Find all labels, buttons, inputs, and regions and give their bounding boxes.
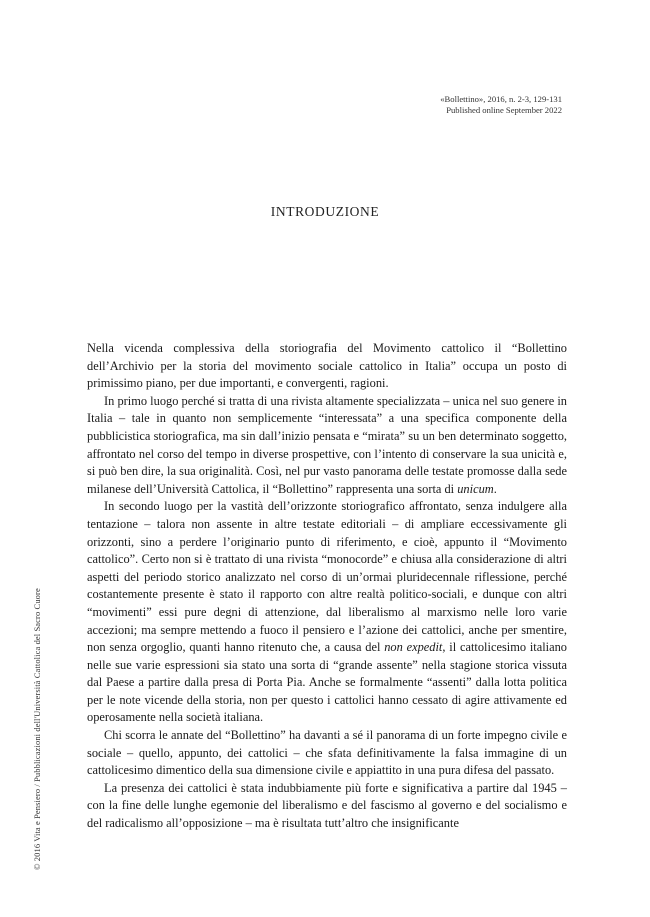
paragraph-1	[87, 340, 567, 393]
journal-header	[440, 94, 562, 116]
paragraph-4-text: Chi scorra le annate del “Bollettino” ha davanti a sé il panorama di un forte impegno civile e sociale – quello, appunto, dei cattolici – che sfata definitivamente la falsa immagine di un cattolicesimo dimentico della sua dimensione civile e appiattito in una pura difesa del passato.	[87, 728, 567, 778]
paragraph-5	[87, 780, 567, 833]
italic-non-expedit: non expedit	[384, 640, 443, 655]
italic-unicum: unicum	[457, 481, 494, 496]
copyright-note: © 2016 Vita e Pensiero / Pubblicazioni dell'Università Cattolica del Sacro Cuore	[32, 588, 42, 870]
paragraph-2-text: In primo luogo perché si tratta di una rivista altamente specializzata – unica nel suo genere in Italia – tale in quanto non semplicemente “interessata” a una specifica componente della pubblicistica storiografica, ma sin dall’inizio pensata e “mirata” su un ben determinato soggetto, affrontato nel corso del tempo in diverse prospettive, con l’intento di conservare la sua unicità e, si può ben dire, la sua originalità. Così, nel pur vasto panorama delle testate promosse dalla sede milanese dell’Università Cattolica, il “Bollettino” rappresenta una sorta di	[87, 393, 567, 496]
paragraph-2	[87, 393, 567, 499]
paragraph-3-end: , il cattolicesimo italiano nelle sue varie espressioni sia stato una sorta di “grande assente” nella stagione storica vissuta dal Paese a partire dalla presa di Porta Pia. Anche se formalmente “assenti” dalla lotta politica per le note vicende della storia, non per questo i cattolici hanno cessato di agire attivamente ed operosamente nella società italiana.	[87, 640, 567, 725]
page-title: INTRODUZIONE	[270, 204, 380, 219]
journal-citation: «Bollettino», 2016, n. 2-3, 129-131	[440, 94, 562, 104]
paragraph-1-text: Nella vicenda complessiva della storiografia del Movimento cattolico il “Bollettino dell’Archivio per la storia del movimento sociale cattolico in Italia” occupa un posto di primissimo piano, per due importanti, e convergenti, ragioni.	[87, 341, 567, 391]
article-body	[87, 340, 567, 833]
paragraph-2-end: .	[493, 481, 497, 496]
paragraph-4	[87, 727, 567, 780]
paragraph-5-text: La presenza dei cattolici è stata indubbiamente più forte e significativa a partire dal 1945 – con la fine delle lunghe egemonie del liberalismo e del fascismo al governo e del socialismo e del radicalismo all’opposizione – ma è risultata tutt’altro che insignificante	[87, 780, 567, 831]
paragraph-3	[87, 498, 567, 727]
paragraph-3-text: In secondo luogo per la vastità dell’orizzonte storiografico affrontato, senza indulgere alla tentazione – talora non assente in altre testate editoriali – di ampliare eccessivamente gli orizzonti, sino a perdere l’originario punto di riferimento, e cioè, appunto il “Movimento cattolico”. Certo non si è trattato di una rivista “monocorde” e chiusa alla considerazione di altri aspetti del periodo storico analizzato nel corso di un’ormai pluridecennale riflessione, perché costantemente presente è stato il rapporto con altre realtà politico-sociali, e dunque con altri “movimenti” essi pure degni di attenzione, dal liberalismo al marxismo nelle loro varie accezioni; ma sempre mettendo a fuoco il pensiero e l’azione dei cattolici, anche per smentire, non senza orgoglio, quanti hanno ritenuto che, a causa del	[87, 499, 567, 655]
publication-date: Published online September 2022	[446, 105, 562, 115]
